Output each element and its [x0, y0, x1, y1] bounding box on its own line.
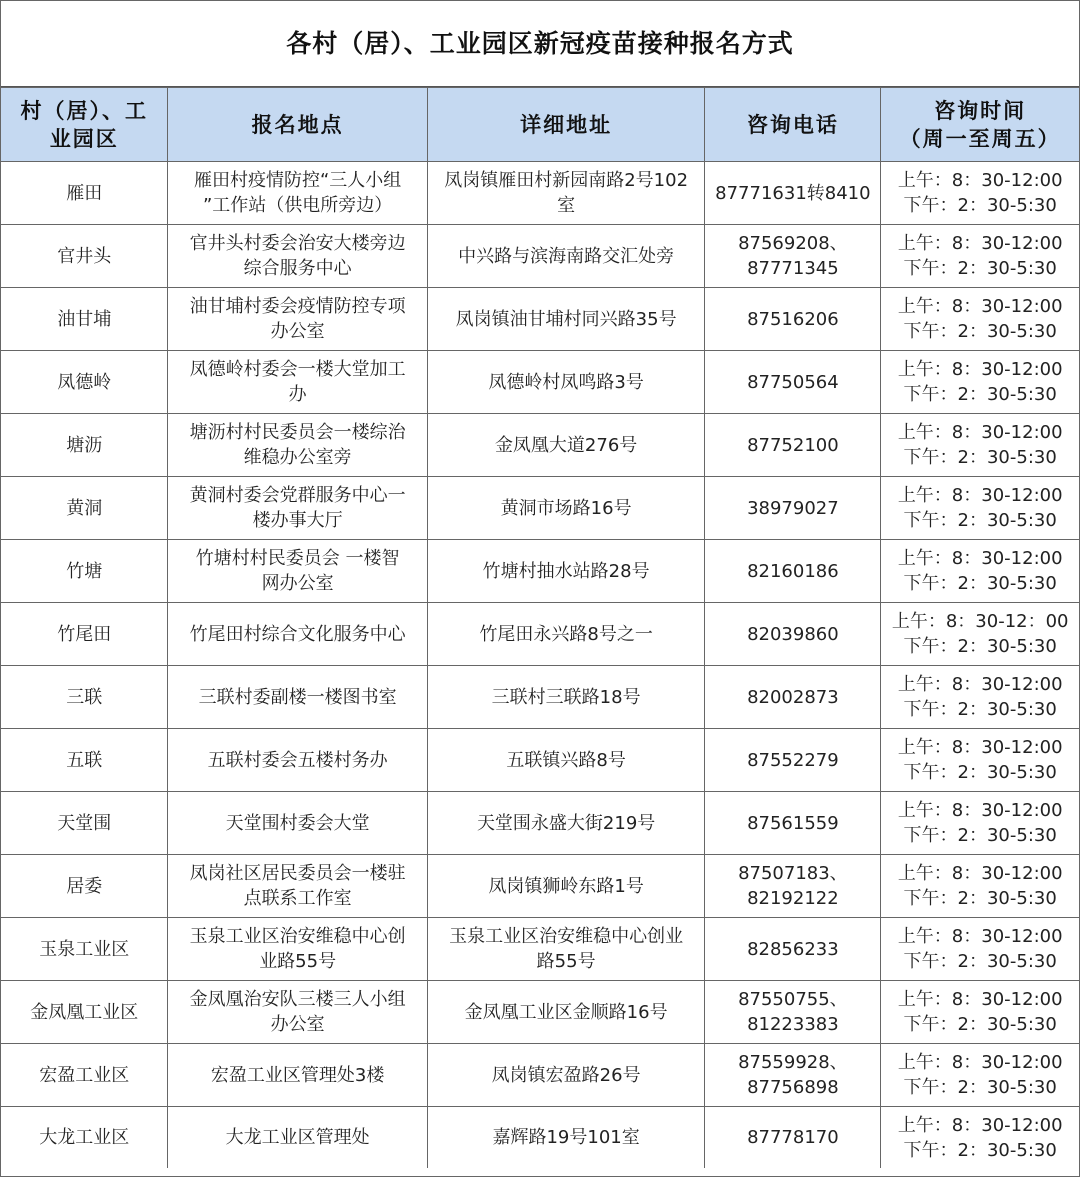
- cell-address: [427, 918, 705, 981]
- address-line: 嘉辉路19号101室: [492, 1127, 640, 1148]
- cell-phone: [705, 918, 881, 981]
- header-village: [1, 88, 168, 162]
- header-village-line-2: 业园区: [49, 126, 119, 151]
- table-header-row: [1, 88, 1079, 162]
- hours-morning: 上午：8：30-12:00: [897, 296, 1063, 317]
- header-hours-line-1: 咨询时间: [934, 98, 1027, 123]
- address-line: 凤德岭村凤鸣路3号: [488, 371, 644, 393]
- location-line: 金凤凰治安队三楼三人小组: [189, 989, 406, 1010]
- location-line: 竹塘村村民委员会 一楼智: [195, 548, 400, 569]
- cell-hours: [881, 981, 1079, 1044]
- table-row: [1, 1044, 1079, 1107]
- hours-afternoon: 下午：2：30-5:30: [903, 510, 1057, 531]
- address-line: 三联村三联路18号: [491, 686, 641, 708]
- hours-afternoon: 下午：2：30-5:30: [903, 1014, 1057, 1035]
- cell-phone: [705, 1044, 881, 1107]
- address-line: 竹塘村抽水站路28号: [482, 560, 650, 582]
- cell-phone: [705, 981, 881, 1044]
- table-row: [1, 162, 1079, 225]
- hours-morning: 上午：8：30-12:00: [897, 737, 1063, 758]
- phone-number: 87750564: [747, 371, 839, 393]
- location-line: 办: [288, 384, 307, 405]
- cell-address: [427, 1044, 705, 1107]
- location-line: 大龙工业区管理处: [225, 1127, 370, 1148]
- header-hours: [881, 88, 1079, 162]
- phone-number: 87516206: [747, 308, 839, 330]
- phone-number: 87771345: [747, 258, 839, 279]
- location-line: 楼办事大厅: [252, 510, 343, 531]
- hours-morning: 上午：8：30-12:00: [897, 863, 1063, 884]
- cell-address: [427, 540, 705, 603]
- cell-hours: [881, 792, 1079, 855]
- hours-afternoon: 下午：2：30-5:30: [903, 825, 1057, 846]
- phone-number: 82192122: [747, 888, 839, 909]
- hours-morning: 上午：8：30-12:00: [897, 170, 1063, 191]
- cell-phone: [705, 540, 881, 603]
- cell-hours: [881, 855, 1079, 918]
- address-line: 凤岗镇宏盈路26号: [491, 1064, 641, 1086]
- cell-village: 玉泉工业区: [1, 918, 168, 981]
- table-row: [1, 666, 1079, 729]
- cell-location: [168, 351, 427, 414]
- cell-address: [427, 666, 705, 729]
- cell-phone: [705, 855, 881, 918]
- cell-village: 竹尾田: [1, 603, 168, 666]
- location-line: 玉泉工业区治安维稳中心创: [189, 926, 406, 947]
- location-line: 宏盈工业区管理处3楼: [210, 1064, 385, 1086]
- table-row: [1, 918, 1079, 981]
- phone-number: 87550755、: [738, 989, 848, 1010]
- cell-hours: [881, 414, 1079, 477]
- location-line: 黄洞村委会党群服务中心一: [189, 485, 406, 506]
- phone-number: 82160186: [747, 560, 839, 582]
- table-row: [1, 603, 1079, 666]
- address-line: 五联镇兴路8号: [506, 749, 626, 771]
- cell-village: 雁田: [1, 162, 168, 225]
- cell-village: 三联: [1, 666, 168, 729]
- cell-address: [427, 981, 705, 1044]
- hours-morning: 上午：8：30-12:00: [897, 359, 1063, 380]
- cell-location: [168, 1044, 427, 1107]
- phone-number: 38979027: [747, 497, 839, 519]
- location-line: 油甘埔村委会疫情防控专项: [189, 296, 406, 317]
- hours-morning: 上午：8：30-12:00: [897, 989, 1063, 1010]
- location-line: 三联村委副楼一楼图书室: [198, 686, 397, 708]
- cell-phone: [705, 414, 881, 477]
- cell-location: [168, 162, 427, 225]
- hours-morning: 上午：8：30-12:00: [897, 800, 1063, 821]
- cell-location: [168, 918, 427, 981]
- cell-location: [168, 540, 427, 603]
- address-line: 凤岗镇油甘埔村同兴路35号: [455, 308, 677, 330]
- cell-address: [427, 288, 705, 351]
- cell-village: 大龙工业区: [1, 1107, 168, 1169]
- cell-location: [168, 729, 427, 792]
- cell-phone: [705, 792, 881, 855]
- cell-hours: [881, 729, 1079, 792]
- cell-location: [168, 414, 427, 477]
- cell-village: 塘沥: [1, 414, 168, 477]
- table-row: [1, 729, 1079, 792]
- phone-number: 87569208、: [738, 233, 848, 254]
- location-line: 网办公室: [261, 573, 334, 594]
- hours-afternoon: 下午：2：30-5:30: [903, 636, 1057, 657]
- address-line: 黄洞市场路16号: [500, 497, 632, 519]
- header-location: 报名地点: [168, 88, 427, 162]
- location-line: 凤德岭村委会一楼大堂加工: [189, 359, 406, 380]
- hours-afternoon: 下午：2：30-5:30: [903, 321, 1057, 342]
- hours-morning: 上午：8：30-12:00: [897, 926, 1063, 947]
- hours-morning: 上午：8：30-12:00: [897, 233, 1063, 254]
- cell-hours: [881, 225, 1079, 288]
- cell-phone: [705, 162, 881, 225]
- cell-hours: [881, 540, 1079, 603]
- header-hours-line-2: （周一至周五）: [899, 126, 1061, 151]
- location-line: 点联系工作室: [243, 888, 352, 909]
- cell-phone: [705, 351, 881, 414]
- hours-afternoon: 下午：2：30-5:30: [903, 573, 1057, 594]
- cell-hours: [881, 603, 1079, 666]
- cell-address: [427, 351, 705, 414]
- hours-afternoon: 下午：2：30-5:30: [903, 195, 1057, 216]
- cell-address: [427, 1107, 705, 1169]
- table-row: [1, 477, 1079, 540]
- address-line: 玉泉工业区治安维稳中心创业: [449, 926, 684, 947]
- phone-number: 87561559: [747, 812, 839, 834]
- cell-hours: [881, 351, 1079, 414]
- cell-hours: [881, 1044, 1079, 1107]
- cell-village: 五联: [1, 729, 168, 792]
- cell-phone: [705, 1107, 881, 1169]
- signup-table: [1, 87, 1079, 1168]
- cell-village: 宏盈工业区: [1, 1044, 168, 1107]
- cell-hours: [881, 162, 1079, 225]
- document-title: 各村（居）、工业园区新冠疫苗接种报名方式: [1, 1, 1079, 87]
- location-line: 综合服务中心: [243, 258, 352, 279]
- phone-number: 87752100: [747, 434, 839, 456]
- cell-village: 凤德岭: [1, 351, 168, 414]
- table-row: [1, 981, 1079, 1044]
- phone-number: 87778170: [747, 1127, 839, 1148]
- phone-number: 87552279: [747, 749, 839, 771]
- cell-location: [168, 981, 427, 1044]
- location-line: 竹尾田村综合文化服务中心: [189, 623, 406, 645]
- hours-afternoon: 下午：2：30-5:30: [903, 384, 1057, 405]
- location-line: 办公室: [270, 321, 325, 342]
- hours-afternoon: 下午：2：30-5:30: [903, 762, 1057, 783]
- hours-morning: 上午：8：30-12:00: [897, 548, 1063, 569]
- phone-number: 87756898: [747, 1077, 839, 1098]
- address-line: 凤岗镇狮岭东路1号: [488, 875, 644, 897]
- table-row: [1, 792, 1079, 855]
- hours-afternoon: 下午：2：30-5:30: [903, 951, 1057, 972]
- table-row: [1, 540, 1079, 603]
- hours-afternoon: 下午：2：30-5:30: [903, 1139, 1057, 1161]
- cell-hours: [881, 288, 1079, 351]
- phone-number: 82002873: [747, 686, 839, 708]
- cell-location: [168, 477, 427, 540]
- cell-location: [168, 792, 427, 855]
- cell-address: [427, 603, 705, 666]
- location-line: 塘沥村村民委员会一楼综治: [189, 422, 406, 443]
- header-address: 详细地址: [427, 88, 705, 162]
- hours-afternoon: 下午：2：30-5:30: [903, 447, 1057, 468]
- cell-address: [427, 792, 705, 855]
- cell-phone: [705, 477, 881, 540]
- location-line: 业路55号: [259, 951, 337, 972]
- table-row: [1, 351, 1079, 414]
- cell-phone: [705, 225, 881, 288]
- phone-number: 81223383: [747, 1014, 839, 1035]
- address-line: 金凤凰工业区金顺路16号: [464, 1001, 668, 1023]
- cell-location: [168, 666, 427, 729]
- phone-number: 87559928、: [738, 1052, 848, 1073]
- cell-phone: [705, 729, 881, 792]
- address-line: 天堂围永盛大街219号: [476, 812, 656, 834]
- cell-hours: [881, 666, 1079, 729]
- cell-address: [427, 729, 705, 792]
- location-line: 办公室: [270, 1014, 325, 1035]
- cell-village: 天堂围: [1, 792, 168, 855]
- hours-afternoon: 下午：2：30-5:30: [903, 258, 1057, 279]
- hours-afternoon: 下午：2：30-5:30: [903, 1077, 1057, 1098]
- table-row: [1, 1107, 1079, 1169]
- address-line: 室: [557, 195, 576, 216]
- location-line: 五联村委会五楼村务办: [207, 749, 388, 771]
- cell-location: [168, 288, 427, 351]
- hours-afternoon: 下午：2：30-5:30: [903, 888, 1057, 909]
- cell-village: 官井头: [1, 225, 168, 288]
- address-line: 竹尾田永兴路8号之一: [479, 623, 653, 645]
- cell-village: 黄洞: [1, 477, 168, 540]
- address-line: 凤岗镇雁田村新园南路2号102: [444, 170, 689, 191]
- table-row: [1, 855, 1079, 918]
- location-line: 天堂围村委会大堂: [225, 812, 370, 834]
- table-row: [1, 414, 1079, 477]
- address-line: 中兴路与滨海南路交汇处旁: [458, 245, 675, 267]
- cell-village: 竹塘: [1, 540, 168, 603]
- location-line: 维稳办公室旁: [243, 447, 352, 468]
- address-line: 路55号: [536, 951, 596, 972]
- location-line: 官井头村委会治安大楼旁边: [189, 233, 406, 254]
- cell-hours: [881, 477, 1079, 540]
- hours-morning: 上午：8：30-12：00: [891, 611, 1069, 632]
- cell-hours: [881, 1107, 1079, 1169]
- hours-morning: 上午：8：30-12:00: [897, 422, 1063, 443]
- cell-village: 居委: [1, 855, 168, 918]
- hours-morning: 上午：8：30-12:00: [897, 674, 1063, 695]
- location-line: ”工作站（供电所旁边）: [202, 195, 393, 216]
- cell-address: [427, 225, 705, 288]
- cell-phone: [705, 288, 881, 351]
- cell-phone: [705, 666, 881, 729]
- header-village-line-1: 村（居）、工: [20, 98, 148, 123]
- cell-phone: [705, 603, 881, 666]
- cell-location: [168, 225, 427, 288]
- phone-number: 82856233: [747, 938, 839, 960]
- hours-afternoon: 下午：2：30-5:30: [903, 699, 1057, 720]
- phone-number: 87771631转8410: [715, 182, 871, 204]
- hours-morning: 上午：8：30-12:00: [897, 1114, 1063, 1136]
- location-line: 雁田村疫情防控“三人小组: [193, 170, 402, 191]
- cell-address: [427, 477, 705, 540]
- cell-village: 金凤凰工业区: [1, 981, 168, 1044]
- phone-number: 82039860: [747, 623, 839, 645]
- cell-location: [168, 603, 427, 666]
- hours-morning: 上午：8：30-12:00: [897, 485, 1063, 506]
- hours-morning: 上午：8：30-12:00: [897, 1052, 1063, 1073]
- table-body: [1, 162, 1079, 1169]
- table-row: [1, 288, 1079, 351]
- cell-village: 油甘埔: [1, 288, 168, 351]
- cell-location: [168, 1107, 427, 1169]
- cell-address: [427, 414, 705, 477]
- cell-hours: [881, 918, 1079, 981]
- address-line: 金凤凰大道276号: [494, 434, 638, 456]
- cell-address: [427, 855, 705, 918]
- header-phone: 咨询电话: [705, 88, 881, 162]
- phone-number: 87507183、: [738, 863, 848, 884]
- cell-location: [168, 855, 427, 918]
- location-line: 凤岗社区居民委员会一楼驻: [189, 863, 406, 884]
- cell-address: [427, 162, 705, 225]
- table-row: [1, 225, 1079, 288]
